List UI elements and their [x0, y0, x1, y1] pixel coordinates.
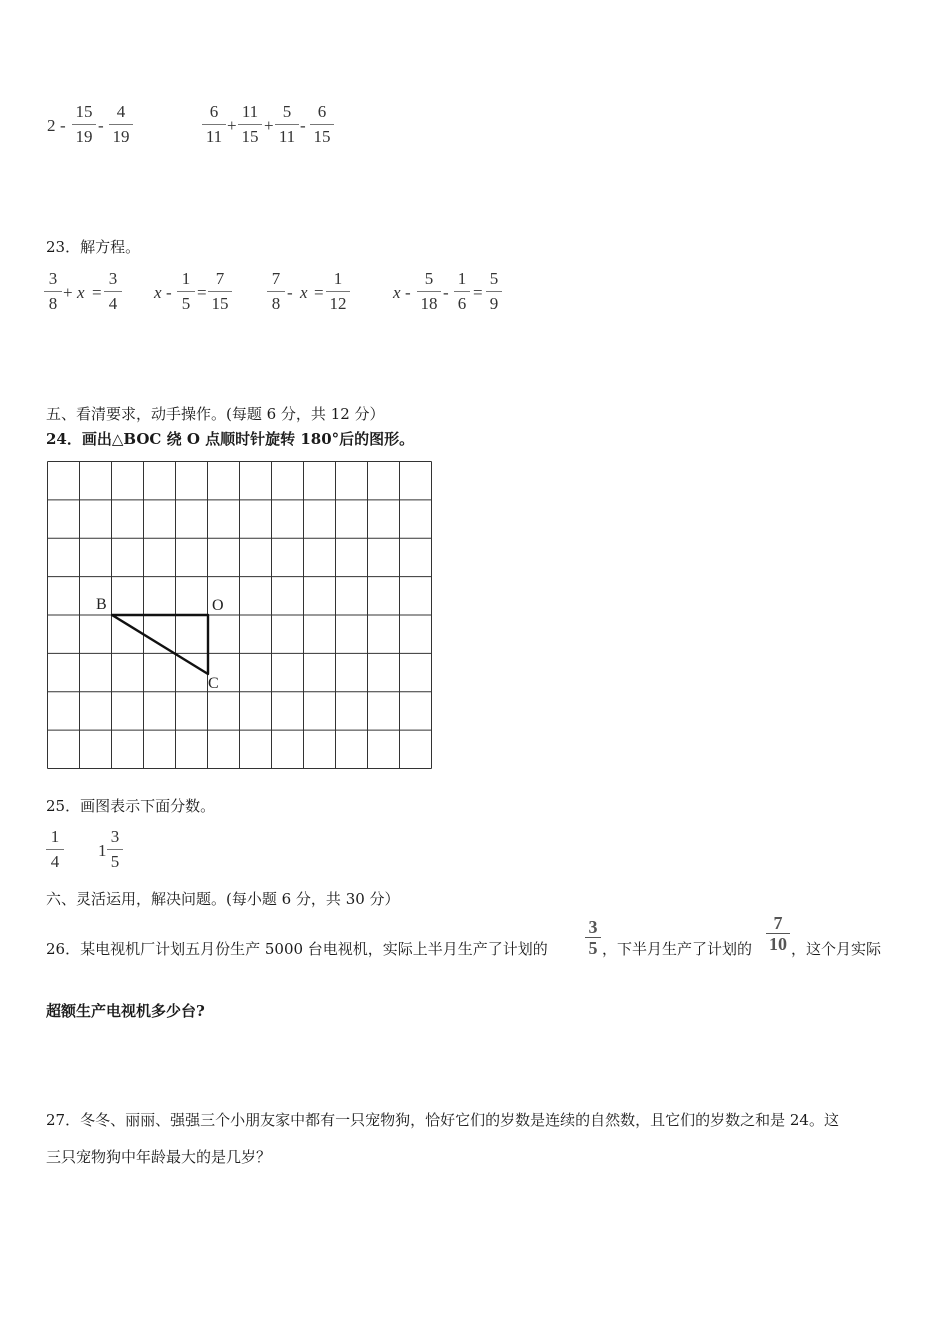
- rotation-grid: [46, 460, 434, 772]
- label-b: B: [96, 596, 107, 613]
- section-6-title: 六、灵活运用，解决问题。(每小题 6 分，共 30 分）: [46, 890, 400, 908]
- triangle-boc: [112, 615, 208, 674]
- question-25-title: 25．画图表示下面分数。: [46, 797, 216, 815]
- fraction: 11 15: [238, 102, 262, 147]
- plus-sign: +: [264, 116, 274, 135]
- fraction: 6 11: [202, 102, 226, 147]
- question-27-text-1: 27．冬冬、丽丽、强强三个小朋友家中都有一只宠物狗，恰好它们的岁数是连续的自然数，且它们的岁数之和是 24。这: [46, 1111, 839, 1129]
- minus-sign: -: [287, 283, 293, 302]
- equals-sign: =: [92, 283, 102, 302]
- minus-sign: -: [300, 116, 306, 135]
- fraction: 5 9: [486, 269, 502, 314]
- variable-x: x: [77, 283, 85, 302]
- label-o: O: [212, 597, 224, 614]
- plus-sign: +: [63, 283, 73, 302]
- whole-part: 1: [98, 841, 107, 860]
- variable-x: x: [154, 283, 162, 302]
- variable-x: x: [300, 283, 308, 302]
- fraction-three-fifths: 3 5: [585, 918, 601, 957]
- fraction: 7 8: [267, 269, 285, 314]
- minus-sign: -: [405, 283, 411, 302]
- fraction: 1 6: [454, 269, 470, 314]
- label-c: C: [208, 675, 219, 692]
- grid-lines: [48, 462, 432, 769]
- fraction: 3 8: [44, 269, 62, 314]
- equals-sign: =: [197, 283, 207, 302]
- fraction: 15 19: [72, 102, 96, 147]
- fraction: 5 18: [417, 269, 441, 314]
- question-26-text-2: ，下半月生产了计划的: [602, 940, 753, 958]
- question-26-text-1: 26．某电视机厂计划五月份生产 5000 台电视机，实际上半月生产了计划的: [46, 940, 548, 958]
- question-23-title: 23．解方程。: [46, 238, 141, 256]
- minus-sign: -: [443, 283, 449, 302]
- minus-sign: -: [166, 283, 172, 302]
- question-26-text-4: 超额生产电视机多少台?: [46, 1002, 205, 1020]
- fraction: 1 5: [177, 269, 195, 314]
- equals-sign: =: [314, 283, 324, 302]
- plus-sign: +: [227, 116, 237, 135]
- fraction: 4 19: [109, 102, 133, 147]
- question-26-text-3: ，这个月实际: [791, 940, 882, 958]
- fraction: 3 4: [104, 269, 122, 314]
- fraction: 7 15: [208, 269, 232, 314]
- question-27-text-2: 三只宠物狗中年龄最大的是几岁？: [46, 1148, 272, 1166]
- whole-number: 2: [47, 116, 56, 135]
- fraction: 3 5: [107, 827, 123, 872]
- fraction: 1 4: [46, 827, 64, 872]
- equals-sign: =: [473, 283, 483, 302]
- fraction: 6 15: [310, 102, 334, 147]
- fraction-seven-tenths: 7 10: [766, 914, 790, 953]
- fraction: 1 12: [326, 269, 350, 314]
- variable-x: x: [393, 283, 401, 302]
- section-5-title: 五、看清要求，动手操作。(每题 6 分，共 12 分）: [46, 405, 385, 423]
- question-24-title: 24．画出△BOC 绕 O 点顺时针旋转 180°后的图形。: [46, 430, 415, 448]
- minus-sign: -: [60, 116, 66, 135]
- fraction: 5 11: [275, 102, 299, 147]
- minus-sign: -: [98, 116, 104, 135]
